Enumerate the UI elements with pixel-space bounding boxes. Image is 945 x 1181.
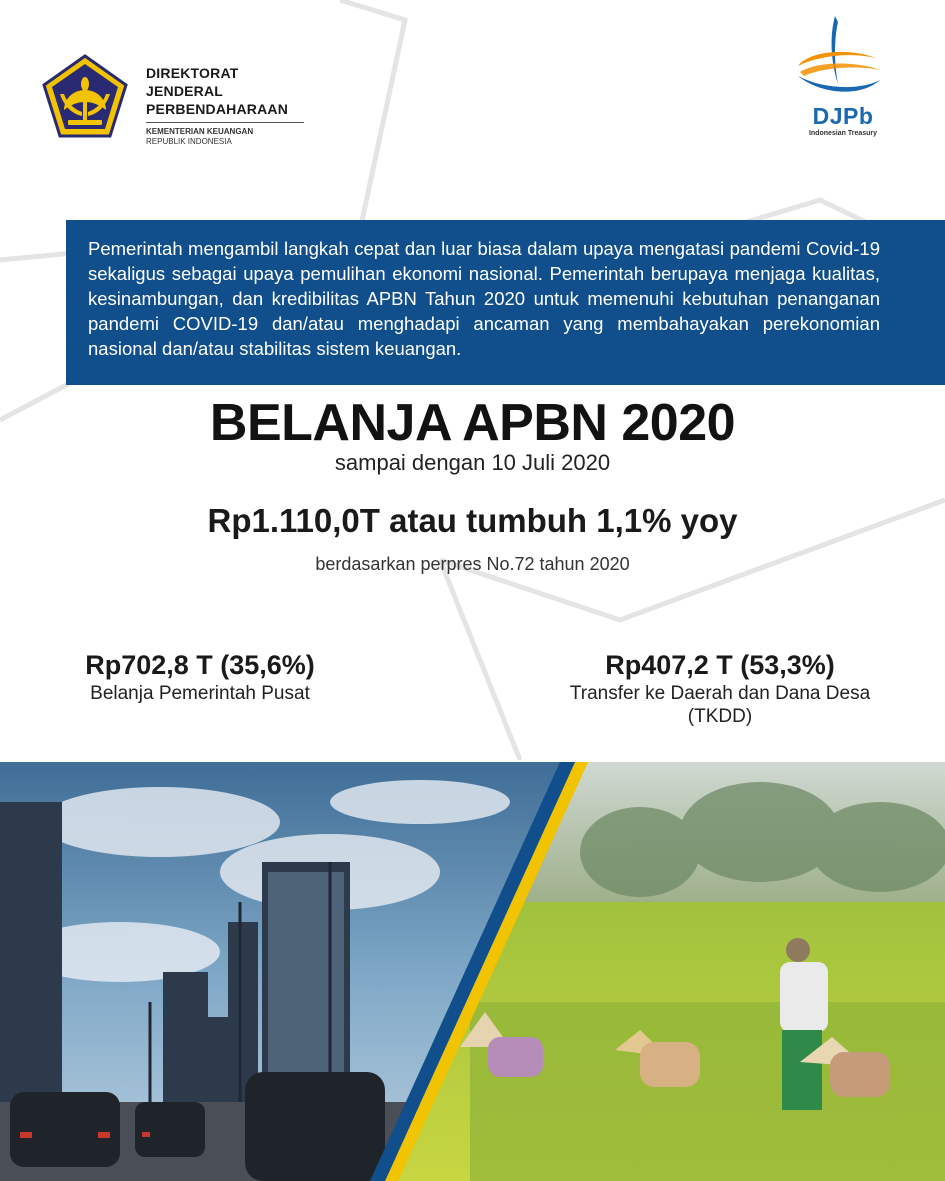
country-name: REPUBLIK INDONESIA [146, 137, 232, 146]
stat-tkdd-value: Rp407,2 T (53,3%) [605, 650, 835, 680]
photo-collage [0, 762, 945, 1181]
djpb-tagline: Indonesian Treasury [808, 130, 878, 137]
stat-central-government [60, 648, 340, 705]
intro-paragraph: Pemerintah mengambil langkah cepat dan luar biasa dalam upaya mengatasi pandemi Covid-19 sekaligus sebagai upaya pemulihan ekonomi nasional. Pemerintah berupaya menjaga kualitas, kesinambungan, dan kredibilitas APBN Tahun 2020 untuk memenuhi kebutuhan penanganan pandemi COVID-19 dan/atau menghadapi ancaman yang membahayakan perekonomian nasional dan/atau stabilitas sistem keuangan. [88, 238, 880, 359]
stat-central-value: Rp702,8 T (35,6%) [85, 650, 315, 680]
date-subtitle: sampai dengan 10 Juli 2020 [334, 450, 611, 475]
djpb-brand [798, 103, 888, 138]
org-name-line1: DIREKTORAT JENDERAL [146, 65, 239, 99]
kemenkeu-emblem-logo [42, 54, 128, 138]
ministry-name: KEMENTERIAN KEUANGAN [146, 127, 254, 136]
stat-tkdd [540, 648, 900, 728]
page-title: BELANJA APBN 2020 [209, 394, 736, 452]
intro-box [66, 220, 945, 385]
djpb-wordmark: DJPb [812, 103, 874, 129]
total-spending: Rp1.110,0T atau tumbuh 1,1% yoy [207, 502, 738, 539]
stat-tkdd-label-line2: (TKDD) [687, 706, 753, 727]
org-name-line2: PERBENDAHARAAN [146, 101, 289, 117]
stat-tkdd-label-line1: Transfer ke Daerah dan Dana Desa [569, 683, 871, 704]
regulation-basis: berdasarkan perpres No.72 tahun 2020 [315, 554, 630, 574]
stat-central-label: Belanja Pemerintah Pusat [90, 683, 310, 704]
org-divider [146, 122, 304, 123]
organization-name [146, 64, 306, 147]
